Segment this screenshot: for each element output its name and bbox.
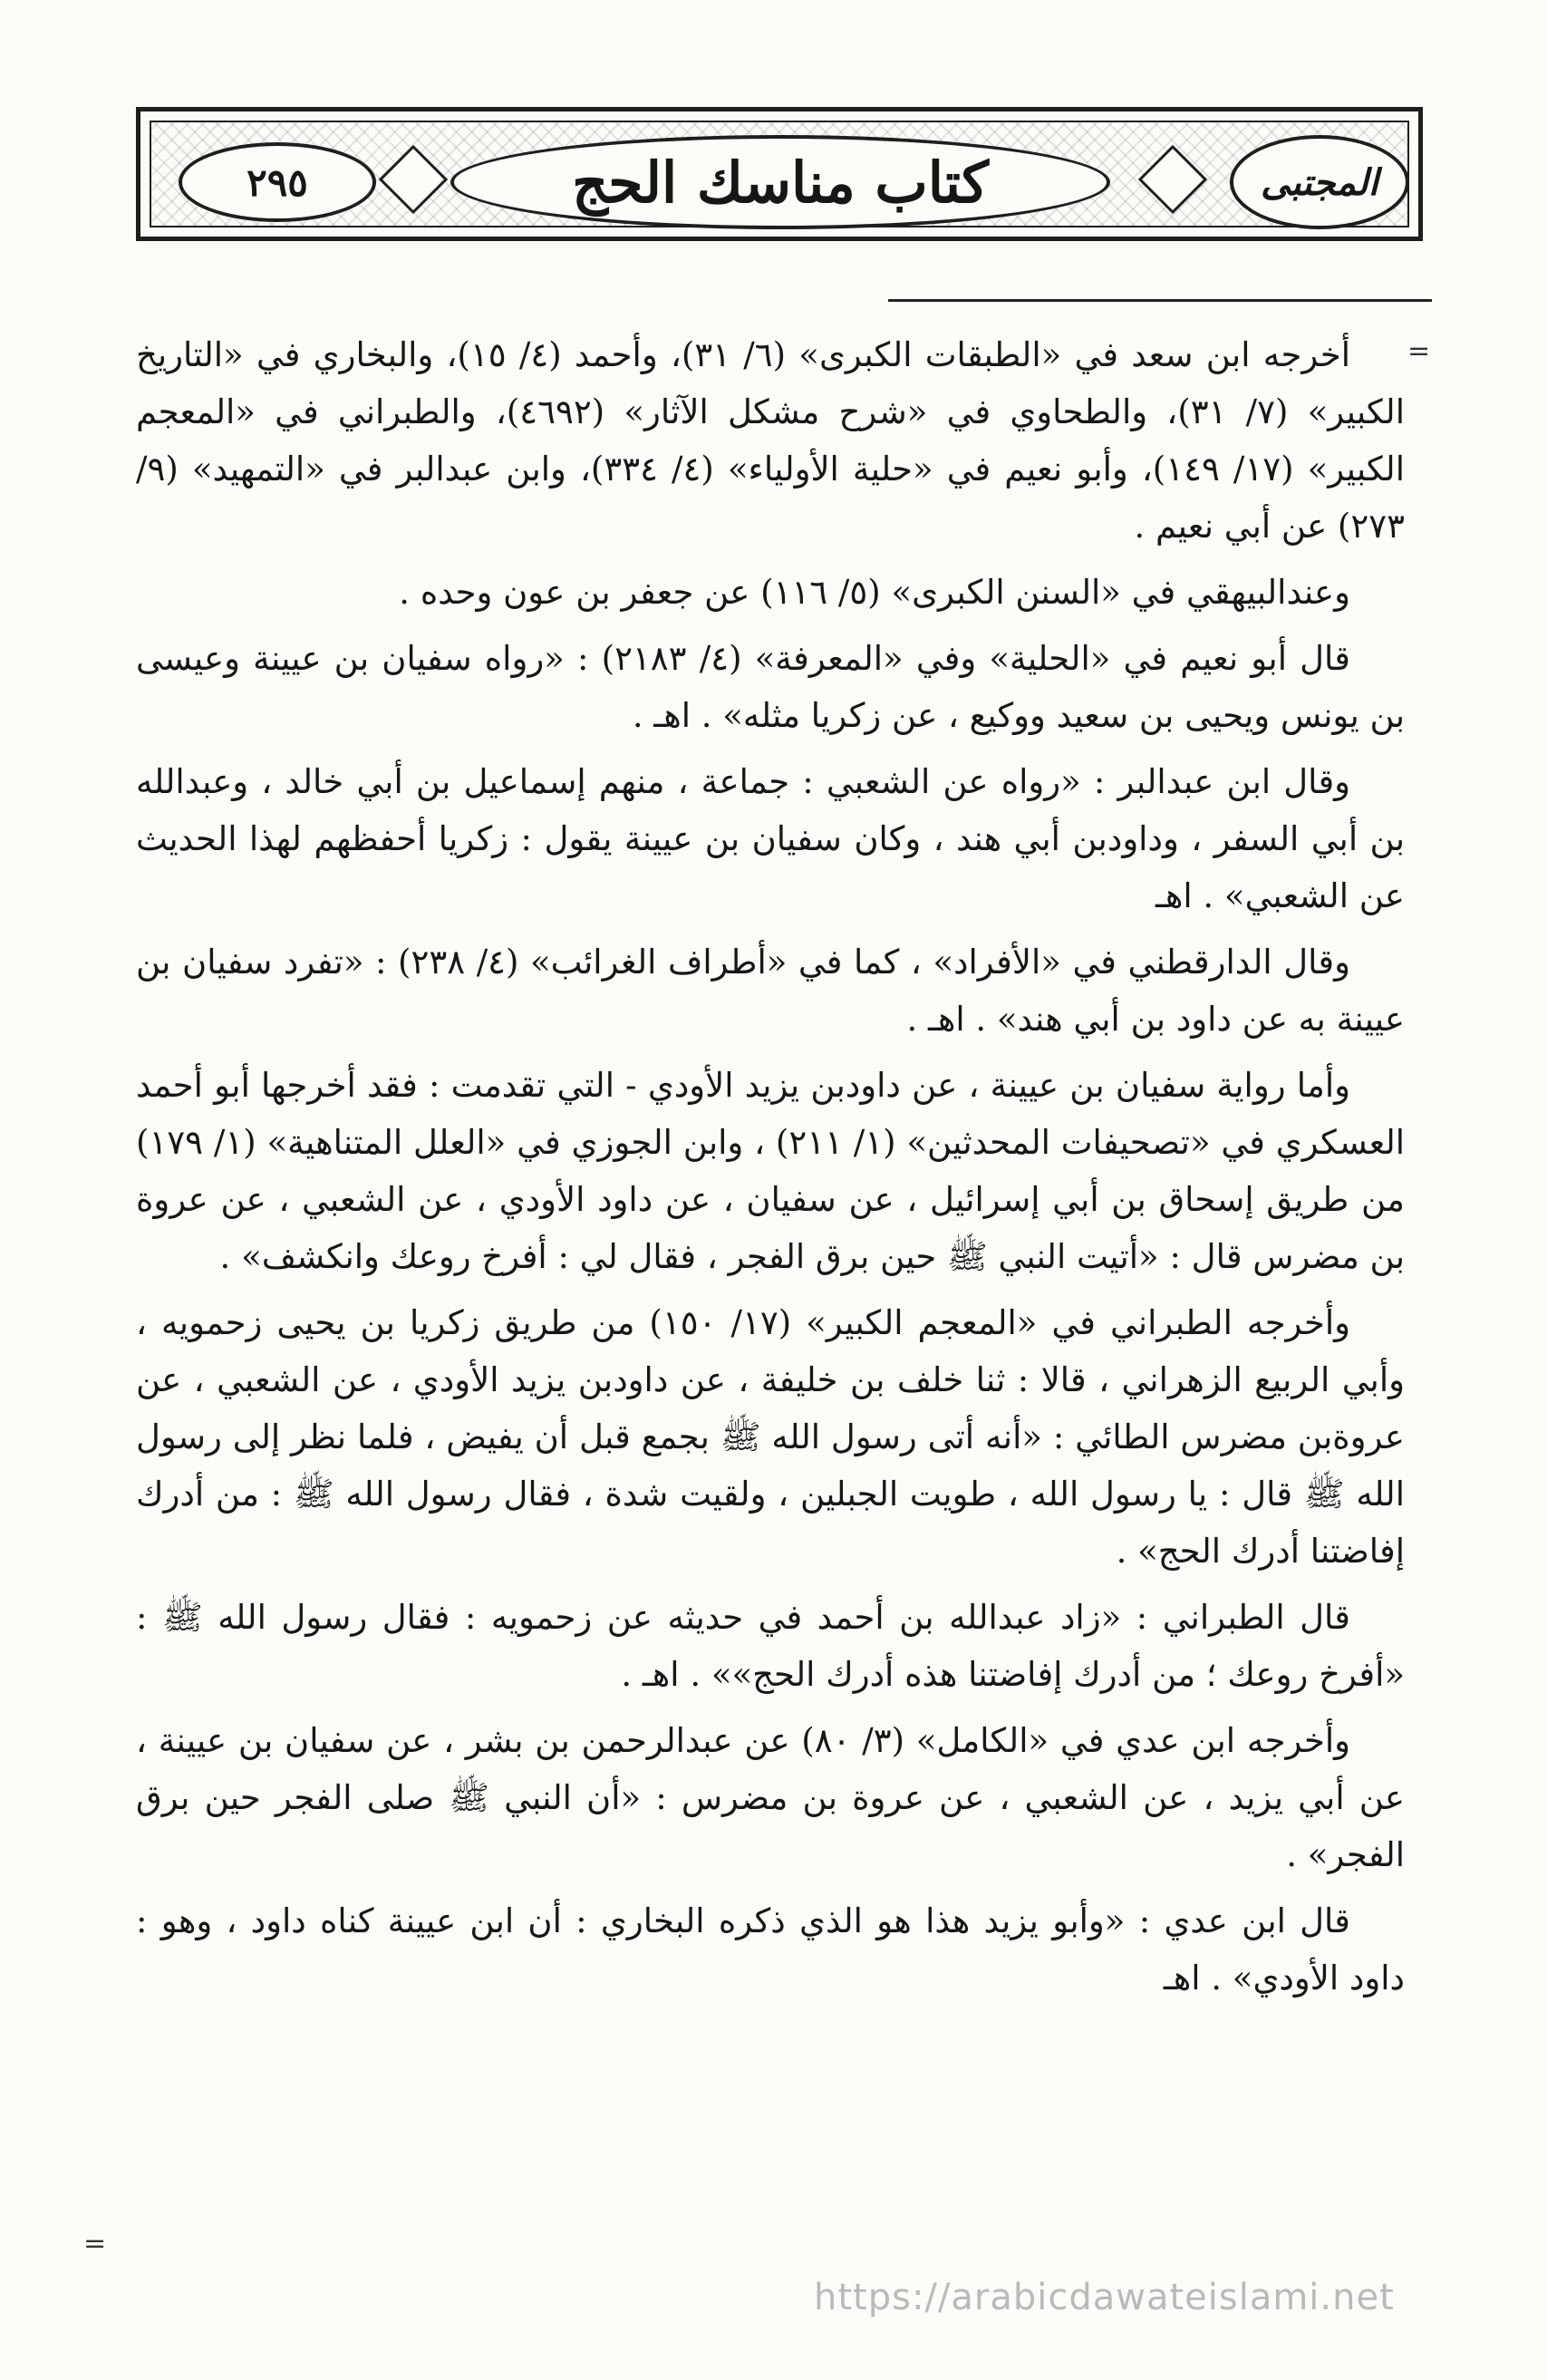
ornament-icon [1138, 145, 1207, 214]
footnote-body [136, 326, 1405, 2016]
paragraph: وأما رواية سفيان بن عيينة ، عن داودبن يزيد الأودي - التي تقدمت : فقد أخرجها أبو أحمد العسكري في «تصحيفات المحدثين» (١/ ٢١١) ، وابن الجوزي في «العلل المتناهية» (١/ ١٧٩) من طريق إسحاق بن أبي إسرائيل ، عن سفيان ، عن داود الأودي ، عن الشعبي ، عن عروة بن مضرس قال : «أتيت النبي ﷺ حين برق الفجر ، فقال لي : أفرخ روعك وانكشف» . [136, 1066, 1405, 1276]
paragraph: قال الطبراني : «زاد عبدالله بن أحمد في حديثه عن زحمويه : فقال رسول الله ﷺ : «أفرخ روعك ؛ من أدرك إفاضتنا هذه أدرك الحج»» . اهـ . [136, 1598, 1405, 1694]
page-header [136, 107, 1423, 241]
continuation-mark: = [1407, 335, 1431, 367]
paragraph: أخرجه ابن سعد في «الطبقات الكبرى» (٦/ ٣١)، وأحمد (٤/ ١٥)، والبخاري في «التاريخ الكبير» (٧/ ٣١)، والطحاوي في «شرح مشكل الآثار» (٤٦٩٢)، والطبراني في «المعجم الكبير» (١٧/ ١٤٩)، وأبو نعيم في «حلية الأولياء» (٤/ ٣٣٤)، وابن عبدالبر في «التمهيد» (٩/ ٢٧٣) عن أبي نعيم . [136, 335, 1405, 546]
header-ornamental-border [150, 121, 1409, 227]
continuation-mark: = [83, 2228, 107, 2259]
book-title-cartouche [1230, 135, 1409, 229]
paragraph: وعندالبيهقي في «السنن الكبرى» (٥/ ١١٦) عن جعفر بن عون وحده . [399, 573, 1350, 612]
paragraph: قال أبو نعيم في «الحلية» وفي «المعرفة» (٤/ ٢١٨٣) : «رواه سفيان بن عيينة وعيسى بن يونس ويحيى بن سعيد ووكيع ، عن زكريا مثله» . اهـ . [136, 639, 1405, 735]
chapter-title: كتاب مناسك الحج [572, 149, 989, 216]
page-number: ٢٩٥ [247, 160, 308, 205]
ornament-icon [379, 145, 448, 214]
page-number-cartouche [179, 142, 376, 222]
paragraph: وقال الدارقطني في «الأفراد» ، كما في «أطراف الغرائب» (٤/ ٢٣٨) : «تفرد سفيان بن عيينة به عن داود بن أبي هند» . اهـ . [136, 943, 1405, 1039]
paragraph: وأخرجه الطبراني في «المعجم الكبير» (١٧/ ١٥٠) من طريق زكريا بن يحيى زحمويه ، وأبي الربيع الزهراني ، قالا : ثنا خلف بن خليفة ، عن داودبن يزيد الأودي ، عن الشعبي ، عن عروةبن مضرس الطائي : «أنه أتى رسول الله ﷺ بجمع قبل أن يفيض ، فلما نظر إلى رسول الله ﷺ قال : يا رسول الله ، طويت الجبلين ، ولقيت شدة ، فقال رسول الله ﷺ : من أدرك إفاضتنا أدرك الحج» . [136, 1303, 1405, 1571]
book-title: المجتبى [1261, 160, 1378, 204]
paragraph: وقال ابن عبدالبر : «رواه عن الشعبي : جماعة ، منهم إسماعيل بن أبي خالد ، وعبدالله بن أبي السفر ، وداودبن أبي هند ، وكان سفيان بن عيينة يقول : زكريا أحفظهم لهذا الحديث عن الشعبي» . اهـ [136, 762, 1405, 915]
footnote-divider [888, 299, 1432, 302]
chapter-title-cartouche [450, 135, 1110, 229]
watermark-url: https://arabicdawateislami.net [814, 2277, 1395, 2318]
paragraph: قال ابن عدي : «وأبو يزيد هذا هو الذي ذكره البخاري : أن ابن عيينة كناه داود ، وهو : داود الأودي» . اهـ [136, 1901, 1405, 1998]
paragraph: وأخرجه ابن عدي في «الكامل» (٣/ ٨٠) عن عبدالرحمن بن بشر ، عن سفيان بن عيينة ، عن أبي يزيد ، عن الشعبي ، عن عروة بن مضرس : «أن النبي ﷺ صلى الفجر حين برق الفجر» . [136, 1721, 1405, 1874]
